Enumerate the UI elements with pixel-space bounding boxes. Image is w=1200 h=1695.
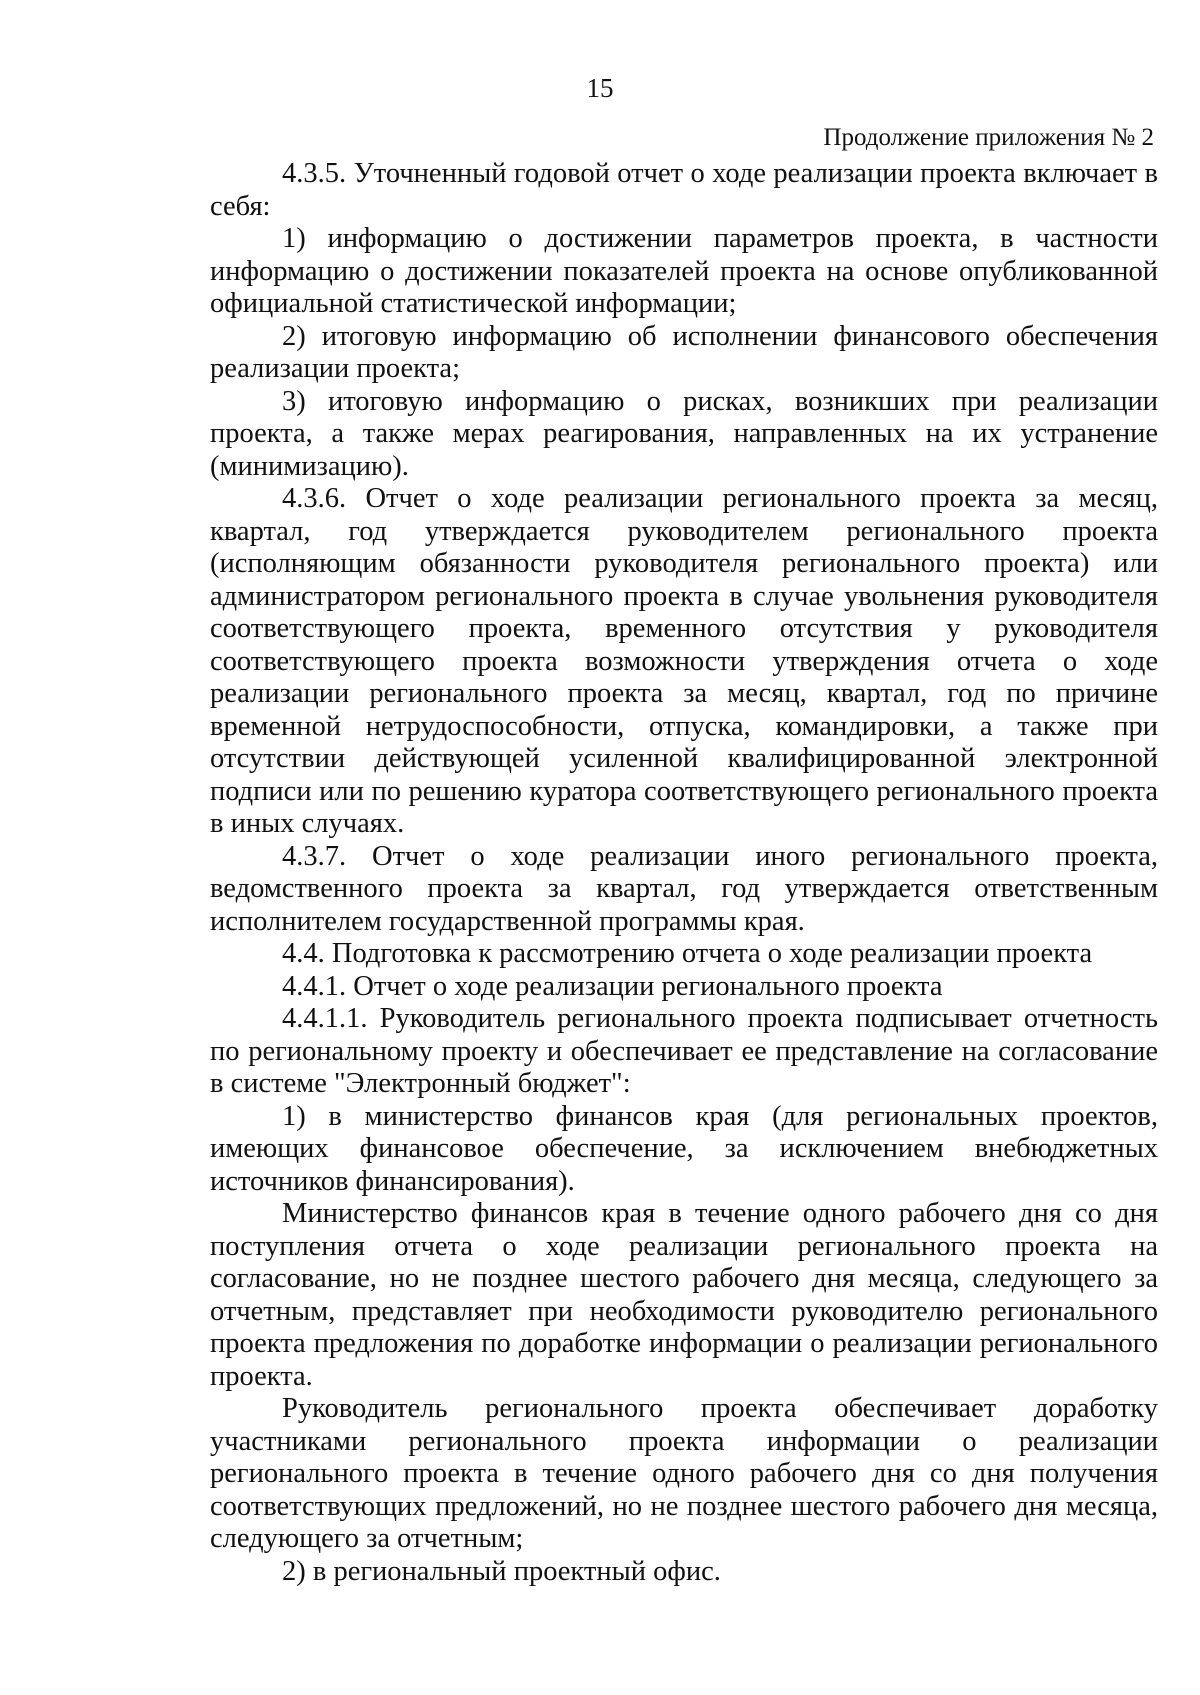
list-item-project-office: 2) в региональный проектный офис. xyxy=(282,1555,721,1587)
page-number: 15 xyxy=(586,73,614,103)
paragraph-project-head-procedure: Руководитель регионального проекта обеспечивает доработку участниками регионального проекта информации о реализации регионального проекта в течение одного рабочего дня со дня получения соответствующих предложений, но не позднее шестого рабочего дня месяца, следующего за отчетным; xyxy=(210,1393,1158,1554)
appendix-continuation-note: Продолжение приложения № 2 xyxy=(823,124,1154,151)
paragraph-4-3-7: 4.3.7. Отчет о ходе реализации иного регионального проекта, ведомственного проекта за квартал, год утверждается ответственным исполнителем государственной программы края. xyxy=(210,840,1158,937)
paragraph-4-3-6: 4.3.6. Отчет о ходе реализации регионального проекта за месяц, квартал, год утверждается руководителем регионального проекта (исполняющим обязанности руководителя регионального проекта) или администратором регионального проекта в случае увольнения руководителя соответствующего проекта, временного отсутствия у руководителя соответствующего проекта возможности утверждения отчета о ходе реализации регионального проекта за месяц, квартал, год по причине временной нетрудоспособности, отпуска, командировки, а также при отсутствии действующей усиленной квалифицированной электронной подписи или по решению куратора соответствующего регионального проекта в иных случаях. xyxy=(210,483,1158,839)
paragraph-4-3-5: 4.3.5. Уточненный годовой отчет о ходе реализации проекта включает в себя: xyxy=(210,158,1158,222)
section-heading-4-4-1: 4.4.1. Отчет о ходе реализации регионального проекта xyxy=(282,970,943,1002)
paragraph-ministry-procedure: Министерство финансов края в течение одного рабочего дня со дня поступления отчета о ходе реализации регионального проекта на согласование, но не позднее шестого рабочего дня месяца, следующего за отчетным, представляет при необходимости руководителю регионального проекта предложения по доработке информации о реализации регионального проекта. xyxy=(210,1198,1158,1392)
list-item-1: 1) информацию о достижении параметров проекта, в частности информацию о достижении показателей проекта на основе опубликованной официальной статистической информации; xyxy=(210,223,1158,319)
paragraph-4-4-1-1: 4.4.1.1. Руководитель регионального проекта подписывает отчетность по региональному проекту и обеспечивает ее представление на согласование в системе "Электронный бюджет": xyxy=(210,1003,1158,1099)
list-item-2: 2) итоговую информацию об исполнении финансового обеспечения реализации проекта; xyxy=(210,320,1158,384)
section-heading-4-4: 4.4. Подготовка к рассмотрению отчета о ходе реализации проекта xyxy=(282,938,1093,969)
list-item-ministry-of-finance: 1) в министерство финансов края (для региональных проектов, имеющих финансовое обеспечение, за исключением внебюджетных источников финансирования). xyxy=(210,1100,1158,1197)
document-body xyxy=(210,158,1158,1588)
list-item-3: 3) итоговую информацию о рисках, возникших при реализации проекта, а также мерах реагирования, направленных на их устранение (минимизацию). xyxy=(210,385,1158,482)
